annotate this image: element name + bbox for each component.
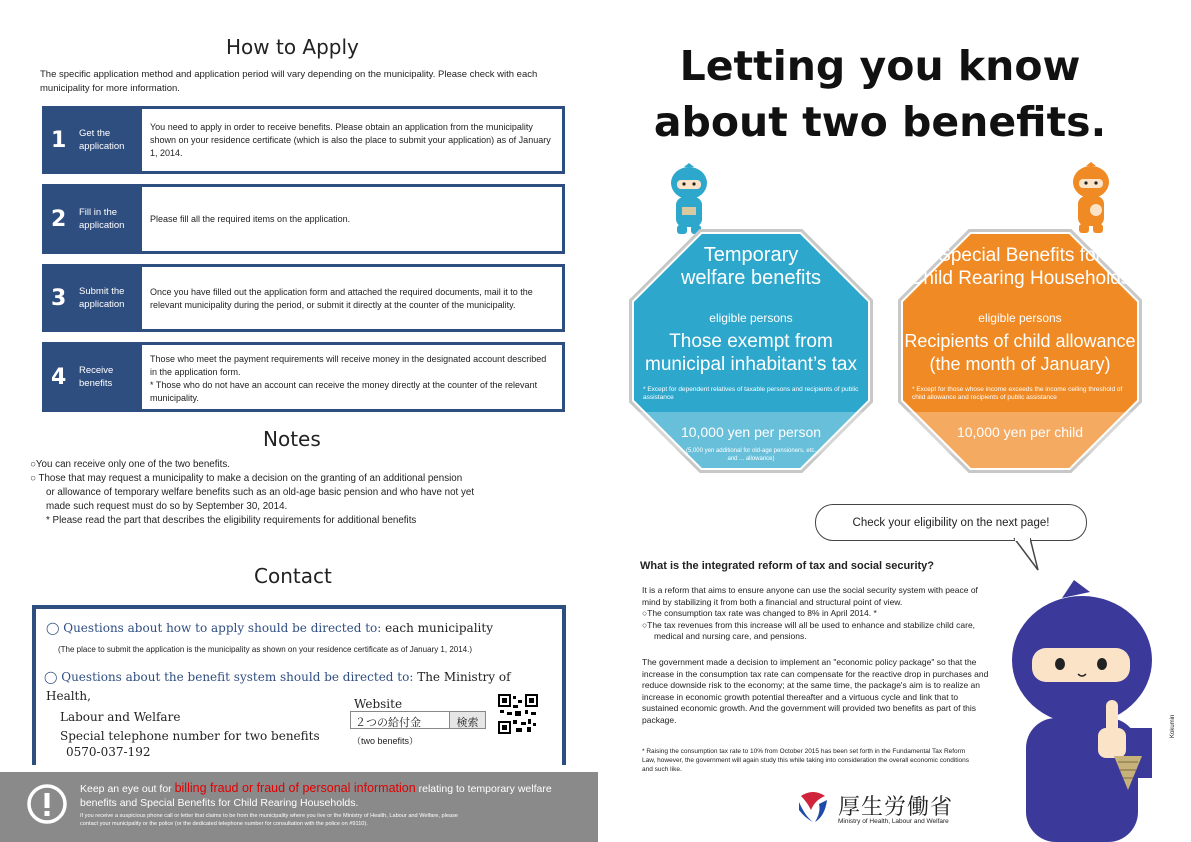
step-1 [42,106,565,174]
step-text: You need to apply in order to receive benefits. Please obtain an application from the municipality shown on your residence certificate (which is also the place to submit your application) as of January 1, 2014. [150,122,551,158]
warning-line-4: contact your municipality or the police (or the dedicated telephone number for consultation with the police on #9110). [80,821,368,827]
note-item: * Please read the part that describes the eligibility requirements for additional benefits [46,515,417,526]
reform-footnote: * Raising the consumption tax rate to 10% from October 2015 has been set forth in the Fundamental Tax Reform Law, however, the government will again study this while taking into consideration the overall economic conditions and such like. [642,748,969,773]
welfare-eligible: eligible persons [709,311,793,325]
apply-intro: The specific application method and application period will vary depending on the municipality. Please check with each municipality for more information. [40,69,538,94]
ministry-logo-icon [795,788,831,824]
headline: Letting you know about two benefits. [653,42,1107,146]
step-number: 2 [51,206,67,232]
child-eligible: eligible persons [978,311,1062,325]
contact-phone[interactable]: 0570-037-192 [66,745,151,759]
mascot-name: Kokumin [1170,714,1176,738]
reform-title: What is the integrated reform of tax and social security? [640,560,935,572]
bubble-tail [1012,538,1042,572]
note-item: ○You can receive only one of the two benefits. [30,459,230,470]
fraud-warning-banner [0,772,598,842]
website-note: （two benefits） [352,736,419,746]
step-text: Those who meet the payment requirements will receive money in the designated account described in the application form. [150,354,547,377]
apply-title: How to Apply [226,35,359,59]
child-who: Recipients of child allowance (the month of January) [904,331,1136,374]
welfare-benefits-sign [629,229,873,473]
step-text: Once you have filled out the application form and attached the required documents, mail it to the relevant municipality during the period, or submit it directly at the counter of the municipality. [150,286,533,310]
step-label: Get the [79,128,111,139]
contact-q2: ◯ Questions about the benefit system should be directed to: The Ministry of [44,670,511,684]
step-text: Please fill all the required items on the application. [150,214,351,224]
step-number: 3 [51,285,67,311]
reform-para-1: It is a reform that aims to ensure anyone can use the social security system with peace of mind by stabilizing it from both a financial and structural point of view. ○The consumption tax rate was changed to 8% in April 2014. * ○The tax revenues from this increase will all be used to enhance and stabilize child care, medical and nursing care, and pensions. [642,585,978,641]
search-button[interactable]: 検索 [449,712,485,728]
website-label: Website [354,697,403,711]
step-4 [42,342,565,412]
welfare-amount-note: (5,000 yen additional for old-age pensioners, etc. and ... allowance) [685,448,817,462]
notes-list [30,458,550,528]
step-3 [42,264,565,332]
ministry-logo-en: Ministry of Health, Labour and Welfare [838,818,949,825]
contact-q1-note: (The place to submit the application is the municipality as shown on your residence certificate as of January 1, 2014.) [58,645,472,654]
note-item: ○ Those that may request a municipality to make a decision on the granting of an additional pension [30,473,463,484]
warning-line-1: Keep an eye out for billing fraud or fraud of personal information relating to temporary welfare [80,781,552,795]
welfare-note: * Except for dependent relatives of taxable persons and recipients of public assistance [643,386,859,401]
qr-code-icon[interactable] [498,694,538,734]
contact-q1: ◯ Questions about how to apply should be directed to: each municipality [46,621,493,635]
welfare-amount: 10,000 yen per person [680,424,822,440]
child-benefits-sign [898,229,1142,473]
warning-line-3: If you receive a suspicious phone call or letter that claims to be from the municipality where you live or the Ministry of Health, Labour and Welfare, please [80,813,458,819]
warning-line-2: benefits and Special Benefits for Child Rearing Households. [80,797,359,809]
ninja-mascot-thumbs-up-icon [1002,578,1167,842]
step-label: application [79,141,125,152]
contact-org-2: Labour and Welfare [60,710,181,724]
notes-title: Notes [263,427,321,451]
eligibility-bubble-text[interactable]: Check your eligibility on the next page! [852,517,1050,529]
step-2 [42,184,565,254]
contact-phone-label: Special telephone number for two benefits [60,729,320,743]
exclamation-icon [26,783,68,825]
contact-title: Contact [254,564,332,588]
step-number: 1 [51,127,67,153]
welfare-who: Those exempt from municipal inhabitant’s tax [645,331,857,375]
note-item: made such request must do so by September 30, 2014. [46,501,288,512]
step-number: 4 [51,364,67,390]
step-label: Fill in the [79,207,118,218]
child-amount: 10,000 yen per child [956,424,1084,440]
contact-org: Health, [46,689,91,703]
blue-ninja-mascot-icon [664,163,714,235]
ministry-logo-jp: 厚生労働省 [838,795,954,820]
step-label: Submit the [79,286,125,297]
step-label: application [79,220,125,231]
reform-para-2: The government made a decision to implement an "economic policy package" so that the increase in the consumption tax rate can compensate for the reactive drop in purchases and reduce downside risk to the economy; at the same time, the package's aim is to realize an increase in economic growth potential thereafter and a virtuous cycle and link that to sustained economic growth. And the government will provided two benefits as part of this package. [642,657,989,725]
search-text: ２つの給付金 [355,717,421,729]
child-note: * Except for those whose income exceeds the income ceiling threshold of child allowance and recipients of public assistance [912,386,1123,401]
welfare-title: Temporary welfare benefits [680,244,822,289]
orange-ninja-mascot-icon [1066,162,1116,234]
website-search-box[interactable] [350,711,486,729]
step-label: benefits [79,378,113,389]
step-text-note: * Those who do not have an account can receive the money directly at the counter of the relevant municipality. [150,380,538,403]
child-title: Special Benefits for Child Rearing Households [909,245,1131,289]
note-item: or allowance of temporary welfare benefits such as an old-age basic pension and who have not yet [46,487,475,498]
step-label: application [79,299,125,310]
step-label: Receive [79,365,114,376]
